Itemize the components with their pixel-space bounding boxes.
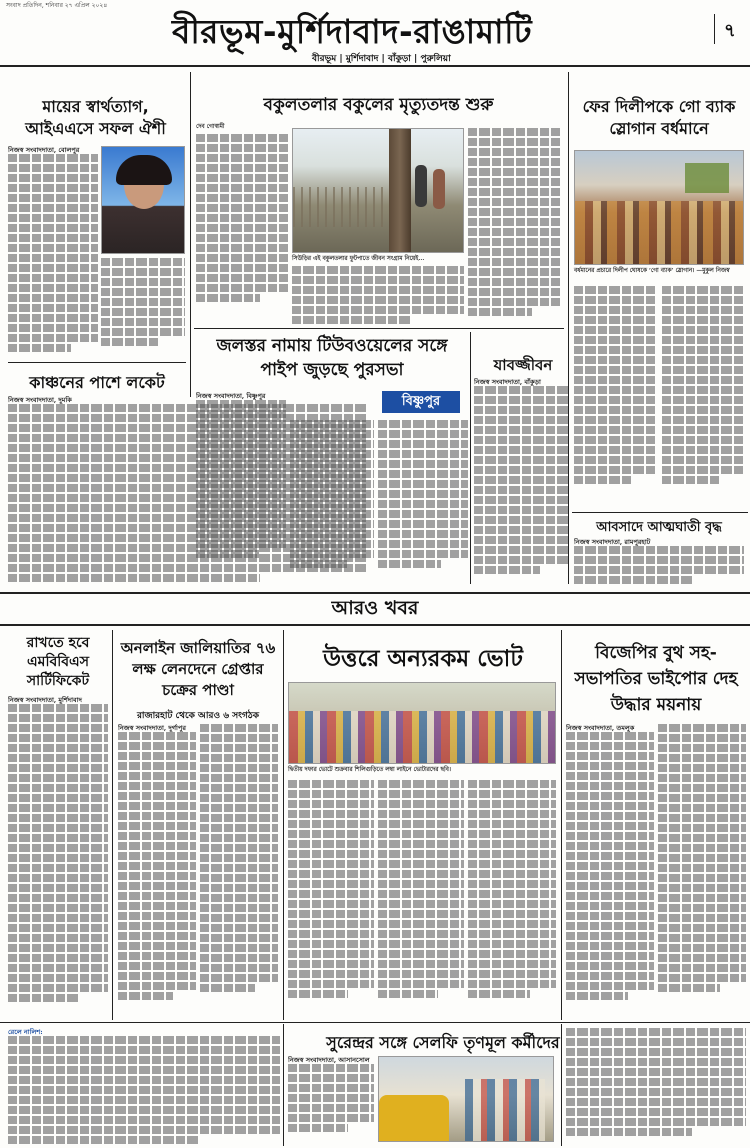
left-story-headline: মায়ের স্বার্থত্যাগ, আইএএসে সফল ঐশী [25, 97, 166, 138]
center-story-body-col3 [468, 128, 560, 324]
district-birbhum: বীরভূম [312, 54, 337, 64]
center-story2-byline: নিজস্ব সংবাদদাতা, বিষ্ণুপুর [196, 392, 266, 400]
ias-candidate-photo [101, 146, 185, 254]
left-story2-headline: কাঞ্চনের পাশে লকেট [29, 373, 165, 392]
left-story-body [8, 146, 98, 356]
center-story-headline: বকুলতলার বকুলের মৃত্যুতদন্ত শুরু [263, 95, 494, 115]
col3-body-a [288, 780, 374, 1018]
footer-story-headline: সুরেন্দ্রর সঙ্গে সেলফি তৃণমূল কর্মীদের [326, 1033, 560, 1052]
right-story-headline: ফের দিলীপকে গো ব্যাক স্লোগান বর্ধমানে [582, 97, 736, 138]
center-story-body-col1 [196, 134, 288, 304]
center-story2-headline: জলস্তর নামায় টিউবওয়েলের সঙ্গে পাইপ জুড়ছে পুরসভা [216, 336, 448, 380]
col4-headline: বিজেপির বুথ সহ-সভাপতির ভাইপোর দেহ উদ্ধার ময়নায় [574, 643, 738, 715]
col4-byline: নিজস্ব সংবাদদাতা, তমলুক [566, 724, 635, 732]
col3-body-c [468, 780, 556, 1018]
bakultala-tree-photo [292, 128, 464, 253]
district-murshidabad: মুর্শিদাবাদ [345, 54, 379, 64]
voter-queue-photo [288, 682, 556, 764]
selfie-photo [378, 1056, 554, 1142]
footer-left-body [8, 1028, 280, 1144]
col4-body-b [658, 724, 746, 1018]
center-story2-body-col2 [290, 420, 374, 582]
col2-body-a [118, 724, 196, 1018]
left-story-byline: নিজস্ব সংবাদদাতা, বোলপুর [8, 146, 80, 154]
footer-story-byline: নিজস্ব সংবাদদাতা, আসানসোল [288, 1056, 370, 1064]
dateline: সংবাদ প্রতিদিন, শনিবার ২৭ এপ্রিল ২০২৪ [6, 2, 108, 9]
page-number: ৭ [724, 20, 736, 41]
col1-body [8, 696, 108, 1016]
district-bankura: বাঁকুড়া [387, 54, 411, 64]
page-title: বীরভূম-মুর্শিদাবাদ-রাঙামাটি [172, 12, 533, 51]
right-story-body-col2 [662, 286, 744, 506]
district-list: বীরভূম | মুর্শিদাবাদ | বাঁকুড়া | পুরুলিয়া [312, 54, 451, 64]
col2-body-b [200, 724, 278, 1018]
footer-right-body [566, 1028, 746, 1144]
right-story2-body [474, 378, 568, 582]
section-banner: আরও খবর [331, 597, 419, 619]
center-story2-body-col3 [378, 420, 468, 582]
col2-subhead: রাজারহাট থেকে আরও ৬ সংগঠক [136, 711, 260, 721]
col3-headline: উত্তরে অন্যরকম ভোট [323, 646, 523, 672]
right-story3-headline: আবসাদে আত্মঘাতী বৃদ্ধ [596, 520, 722, 535]
center-photo-caption: সিউড়ির এই বকুলতলার ফুটপাতে জীবন সংগ্রাম নিয়েই... [292, 256, 425, 262]
col3-photo-caption: দ্বিতীয় দফার ভোটে শুক্রবার শিলিগুড়িতে লম্বা লাইনে ভোটারদের ছবি। [288, 767, 451, 773]
right-photo-caption: বর্ধমানের প্রচারে দিলীপ ঘোষকে ‘গো ব্যাক’ স্লোগান। —মুকুল নিজস্ব [574, 268, 730, 274]
district-purulia: পুরুলিয়া [420, 54, 451, 64]
center-story2-body-col1 [196, 392, 286, 582]
left-story-body-col2 [101, 258, 185, 358]
right-story2-byline: নিজস্ব সংবাদদাতা, বাঁকুড়া [474, 378, 541, 386]
col1-headline: রাখতে হবে এমবিবিএস সার্টিফিকেট [26, 635, 90, 689]
col2-headline: অনলাইন জালিয়াতির ৭৬ লক্ষ লেনদেনে গ্রেপ্তার চক্রের পাণ্ডা [120, 639, 276, 699]
left-story2-byline: নিজস্ব সংবাদদাতা, দুমকি [8, 396, 72, 404]
center-story-byline: দেব গোস্বামী [196, 124, 225, 130]
footer-story-body [288, 1056, 374, 1144]
col2-byline: নিজস্ব সংবাদদাতা, দুর্গাপুর [118, 724, 186, 732]
col1-byline: নিজস্ব সংবাদদাতা, মুর্শিদাবাদ [8, 696, 82, 704]
right-story-body-col1 [574, 286, 656, 506]
right-story3-body [574, 538, 744, 584]
center-story-body-col2 [292, 266, 464, 324]
right-story2-headline: যাবজ্জীবন [493, 356, 553, 374]
right-story3-byline: নিজস্ব সংবাদদাতা, রামপুরহাট [574, 538, 651, 546]
col3-body-b [378, 780, 464, 1018]
bishnupur-tag: বিষ্ণুপুর [382, 391, 460, 413]
footer-left-tag: রেলে নালিশ: [8, 1028, 43, 1036]
col4-body-a [566, 724, 654, 1018]
dilip-ghosh-rally-photo [574, 150, 744, 265]
